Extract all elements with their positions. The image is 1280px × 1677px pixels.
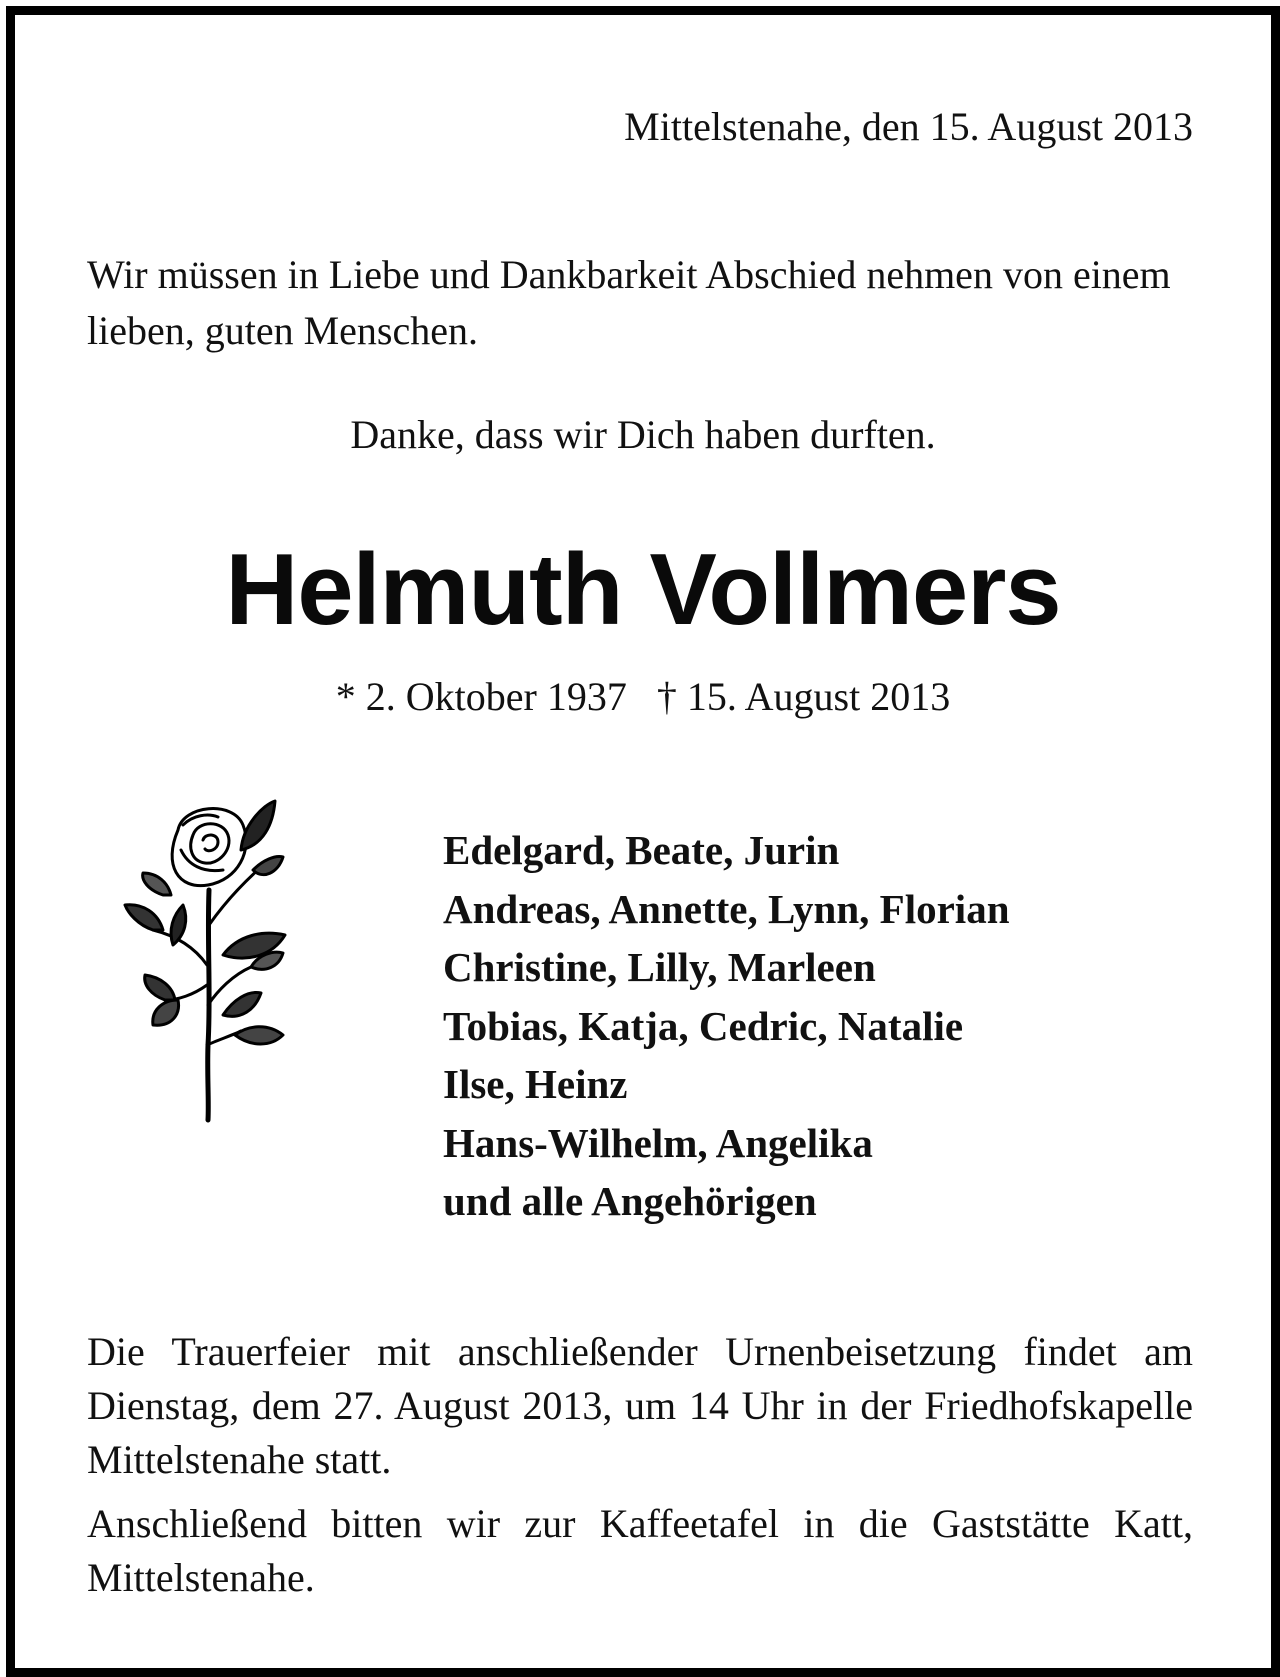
mourner-line: Christine, Lilly, Marleen: [443, 944, 876, 990]
life-dates: [15, 673, 1271, 721]
mourner-line: Andreas, Annette, Lynn, Florian: [443, 885, 1010, 932]
ceremony-info: [87, 1325, 1193, 1605]
mourner-line: und alle Angehörigen: [443, 1178, 817, 1224]
mourner-line: Hans-Wilhelm, Angelika: [443, 1119, 873, 1166]
death-date: † 15. August 2013: [656, 674, 951, 719]
intro-text: Wir müssen in Liebe und Dankbarkeit Abschied nehmen von einem lieben, guten Menschen.: [87, 252, 1171, 353]
mourner-line: Edelgard, Beate, Jurin: [443, 827, 840, 873]
rose-icon: [123, 795, 298, 1125]
mourner-line: Ilse, Heinz: [443, 1061, 628, 1107]
thanks-text: Danke, dass wir Dich haben durften.: [350, 412, 936, 457]
mourner-line: Tobias, Katja, Cedric, Natalie: [443, 1002, 964, 1049]
mourners-list: [443, 821, 1010, 1231]
ceremony-text: Die Trauerfeier mit anschließender Urnenbeisetzung findet am Dienstag, dem 27. August 2013, um 14 Uhr in der Friedhofskapelle Mittelstenahe statt.: [87, 1329, 1193, 1482]
birth-date: * 2. Oktober 1937: [335, 674, 627, 719]
obituary-notice: [6, 6, 1280, 1677]
reception-text: Anschließend bitten wir zur Kaffeetafel in die Gaststätte Katt, Mittelstenahe.: [87, 1501, 1193, 1600]
deceased-name: Helmuth Vollmers: [225, 534, 1061, 646]
place-date: Mittelstenahe, den 15. August 2013: [624, 104, 1193, 149]
